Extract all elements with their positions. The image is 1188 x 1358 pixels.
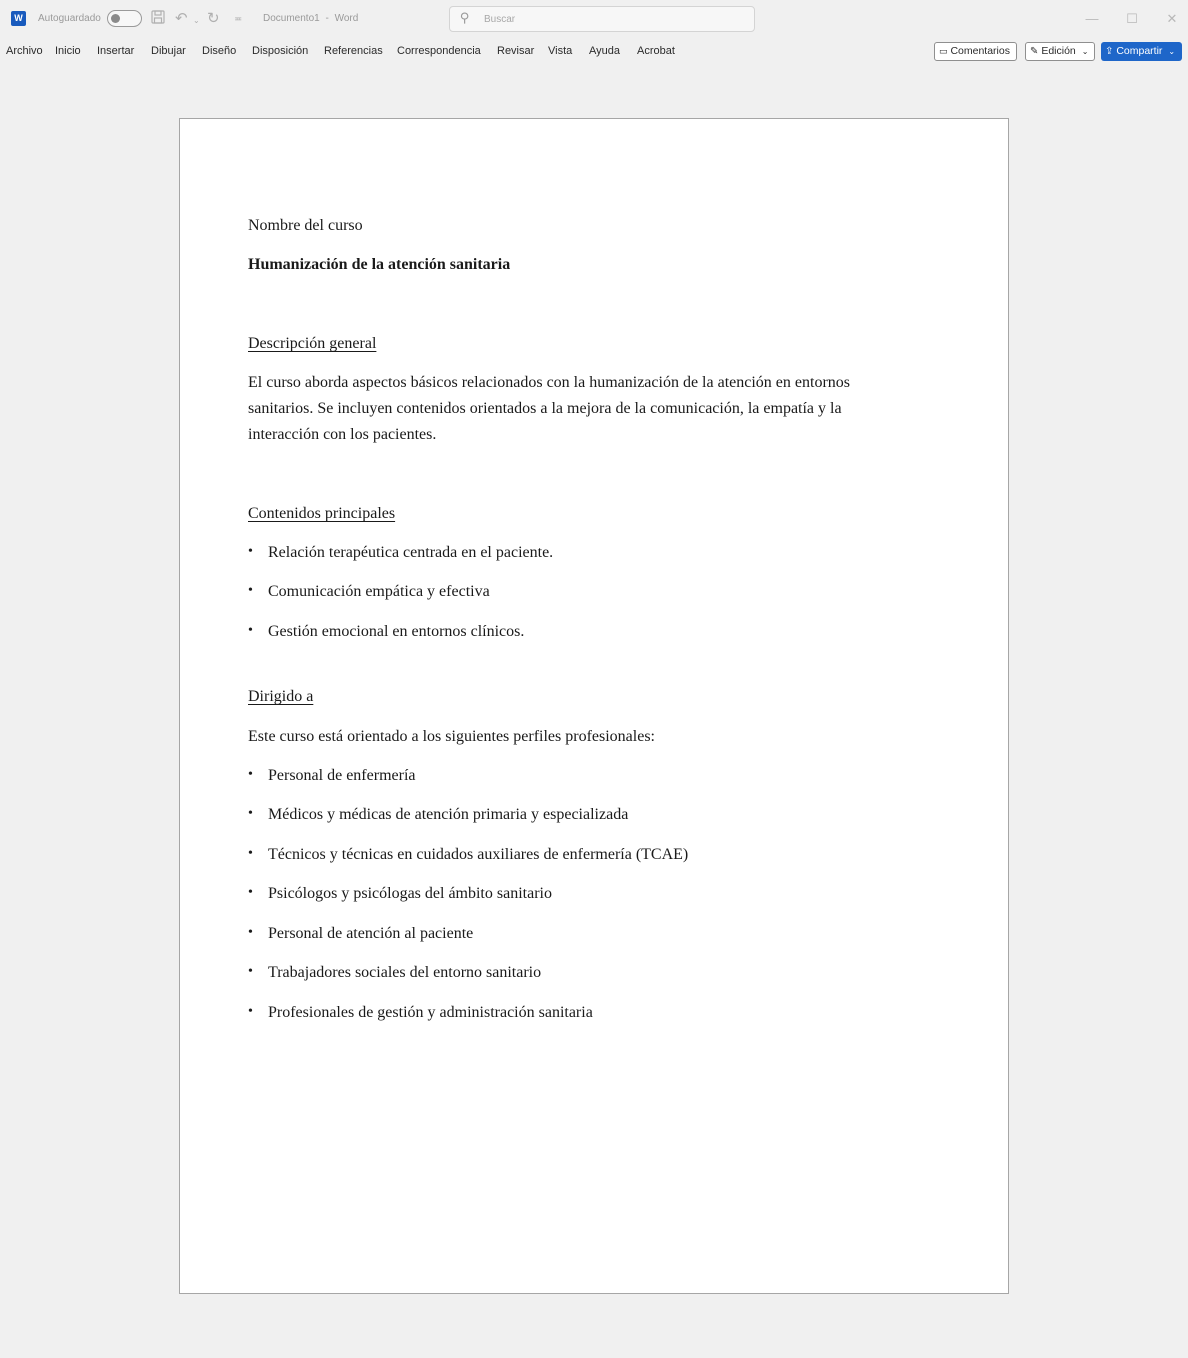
search-placeholder: Buscar: [484, 14, 516, 25]
tab-vista[interactable]: Vista: [548, 45, 573, 57]
minimize-button[interactable]: —: [1085, 11, 1099, 26]
tab-correspondencia[interactable]: Correspondencia: [397, 45, 481, 57]
tab-revisar[interactable]: Revisar: [497, 45, 535, 57]
customize-toolbar-icon[interactable]: ≖: [234, 14, 243, 25]
share-icon: ⇪: [1105, 46, 1114, 57]
bullet-icon: •: [248, 544, 253, 559]
undo-icon[interactable]: ↶: [175, 10, 188, 27]
tab-diseno[interactable]: Diseño: [202, 45, 237, 57]
comment-icon: ▭: [939, 46, 948, 56]
autosave-label: Autoguardado: [38, 13, 101, 24]
tab-referencias[interactable]: Referencias: [324, 45, 383, 57]
tab-disposicion[interactable]: Disposición: [252, 45, 309, 57]
course-label: Nombre del curso: [248, 217, 363, 234]
tab-inicio[interactable]: Inicio: [55, 45, 81, 57]
tab-acrobat[interactable]: Acrobat: [637, 45, 675, 57]
undo-dropdown-icon[interactable]: ⌄: [193, 16, 200, 25]
pencil-icon: ✎: [1030, 46, 1039, 57]
search-icon: ⚲: [460, 10, 470, 25]
autosave-toggle[interactable]: [107, 10, 142, 27]
editing-label: Edición: [1041, 45, 1076, 57]
redo-icon[interactable]: ↻: [207, 10, 220, 27]
description-line: interacción con los pacientes.: [248, 426, 437, 443]
comments-label: Comentarios: [950, 45, 1010, 57]
bullet-icon: •: [248, 964, 253, 979]
bullet-icon: •: [248, 767, 253, 782]
tab-dibujar[interactable]: Dibujar: [151, 45, 186, 57]
description-line: sanitarios. Se incluyen contenidos orientados a la mejora de la comunicación, la empatía y la: [248, 400, 842, 417]
description-line: El curso aborda aspectos básicos relacionados con la humanización de la atención en entornos: [248, 374, 850, 391]
share-label: Compartir: [1116, 45, 1163, 57]
audience-heading: Dirigido a: [248, 688, 314, 705]
toggle-knob: [111, 14, 120, 23]
title-bar: [0, 0, 1188, 38]
bullet-icon: •: [248, 846, 253, 861]
share-button[interactable]: [1101, 42, 1182, 61]
search-input[interactable]: [449, 6, 755, 32]
close-button[interactable]: ✕: [1166, 11, 1178, 26]
contents-heading: Contenidos principales: [248, 505, 396, 522]
chevron-down-icon: ⌄: [1168, 47, 1176, 56]
word-app-icon[interactable]: W: [11, 11, 26, 26]
document-title: Documento1 - Word: [263, 13, 359, 24]
bullet-icon: •: [248, 806, 253, 821]
save-icon[interactable]: [151, 10, 165, 28]
description-heading: Descripción general: [248, 335, 377, 352]
tab-archivo[interactable]: Archivo: [6, 45, 43, 57]
maximize-button[interactable]: ☐: [1126, 11, 1138, 26]
bullet-icon: •: [248, 583, 253, 598]
tab-insertar[interactable]: Insertar: [97, 45, 135, 57]
bullet-icon: •: [248, 623, 253, 638]
bullet-icon: •: [248, 1004, 253, 1019]
editing-mode-button[interactable]: [1025, 42, 1095, 61]
tab-ayuda[interactable]: Ayuda: [589, 45, 620, 57]
bullet-icon: •: [248, 925, 253, 940]
course-title: Humanización de la atención sanitaria: [248, 256, 511, 273]
audience-intro: Este curso está orientado a los siguientes perfiles profesionales:: [248, 728, 655, 745]
chevron-down-icon: ⌄: [1081, 47, 1089, 56]
bullet-icon: •: [248, 885, 253, 900]
document-page[interactable]: Nombre del curso Humanización de la atención sanitaria Descripción general El curso aborda aspectos básicos relacionados con la humanización de la atención en entornos sanitarios. Se incluyen contenidos orientados a la mejora de la comunicación, la empatía y la interacción con los pacientes. Contenidos principales • Relación terapéutica centrada en el paciente. • Comunicación empática y efectiva • Gestión emocional en entornos clínicos. Dirigido a Este curso está orientado a los siguientes perfiles profesionales: • Personal de enfermería • Médicos y médicas de atención primaria y especializada • Técnicos y técnicas en cuidados auxiliares de enfermería (TCAE) • Psicólogos y psicólogas del ámbito sanitario • Personal de atención al paciente • Trabajadores sociales del entorno sanitario • Profesionales de gestión y administración sanitaria: [179, 118, 1009, 1294]
comments-button[interactable]: [934, 42, 1017, 61]
